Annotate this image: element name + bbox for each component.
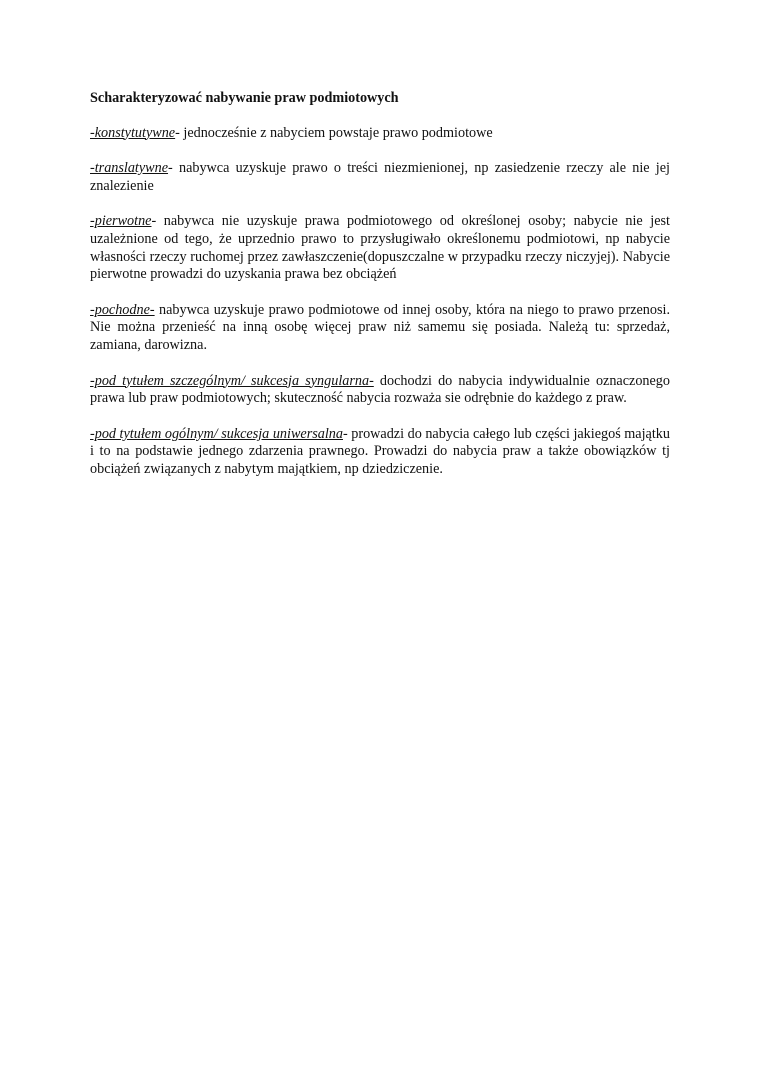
- paragraph-translatywne: [90, 160, 670, 195]
- paragraph-sukcesja-syngularna: [90, 373, 670, 408]
- definition-pochodne: nabywca uzyskuje prawo podmiotowe od innej osoby, która na niego to prawo przenosi. Nie można przenieść na inną osobę więcej praw niż samemu się posiada. Należą tu: sprzedaż, zamiana, darowizna.: [90, 301, 670, 353]
- term-sukcesja-syngularna: -pod tytułem szczególnym/ sukcesja syngularna-: [90, 372, 374, 389]
- term-translatywne: -translatywne: [90, 160, 169, 177]
- term-pochodne: -pochodne-: [90, 301, 155, 318]
- definition-sukcesja-uniwersalna: - prowadzi do nabycia całego lub części jakiegoś majątku i to na podstawie jednego zdarzenia prawnego. Prowadzi do nabycia praw a także obowiązków tj obciążeń związanych z nabytym majątkiem, np dziedziczenie.: [90, 425, 670, 477]
- paragraph-sukcesja-uniwersalna: [90, 426, 670, 479]
- definition-konstytutywne: - jednocześnie z nabyciem powstaje prawo podmiotowe: [175, 124, 493, 141]
- definition-pierwotne: - nabywca nie uzyskuje prawa podmiotowego od określonej osoby; nabycie nie jest uzależnione od tego, że uprzednio prawo to przysługiwało określonemu podmiotowi, np nabycie własności rzeczy ruchomej przez zawłaszczenie(dopuszczalne w przypadku rzeczy niczyjej). Nabycie pierwotne prowadzi do uzyskania prawa bez obciążeń: [90, 213, 670, 283]
- term-sukcesja-uniwersalna: -pod tytułem ogólnym/ sukcesja uniwersalna: [90, 425, 343, 442]
- term-pierwotne: -pierwotne: [90, 213, 152, 230]
- document-page: [90, 90, 670, 497]
- paragraph-konstytutywne: [90, 125, 670, 143]
- term-konstytutywne: -konstytutywne: [90, 124, 176, 141]
- definition-translatywne: - nabywca uzyskuje prawo o treści niezmienionej, np zasiedzenie rzeczy ale nie jej znalezienie: [90, 160, 670, 194]
- paragraph-pochodne: [90, 302, 670, 355]
- paragraph-pierwotne: [90, 213, 670, 283]
- document-title: Scharakteryzować nabywanie praw podmiotowych: [90, 90, 399, 106]
- definition-sukcesja-syngularna: dochodzi do nabycia indywidualnie oznaczonego prawa lub praw podmiotowych; skuteczność nabycia rozważa sie odrębnie do każdego z praw.: [90, 372, 670, 407]
